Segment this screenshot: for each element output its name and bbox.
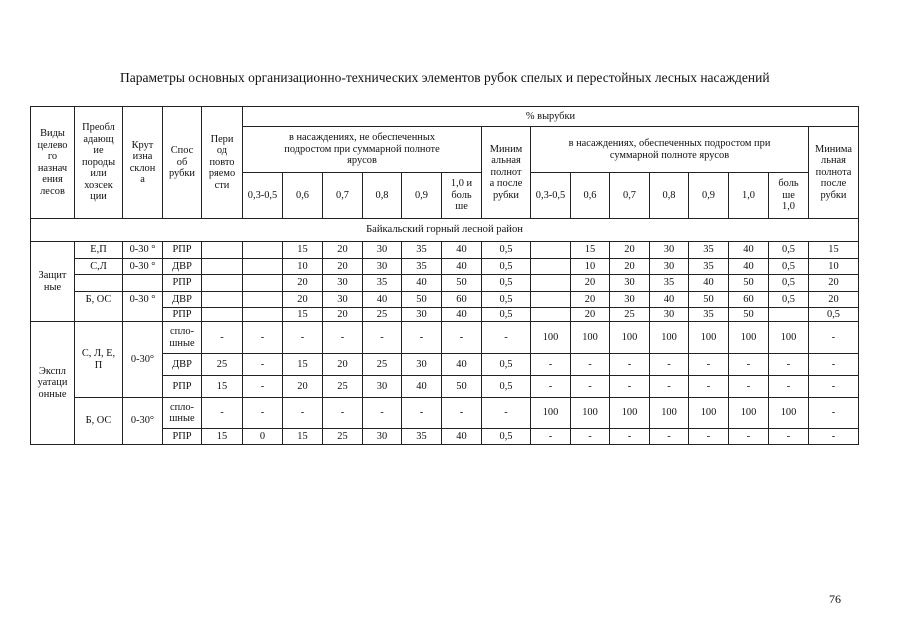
value-cell: 15 [283,308,323,322]
value-cell: 100 [571,398,610,429]
value-cell: 100 [531,322,571,354]
value-cell: - [482,398,531,429]
value-cell: 30 [363,242,402,259]
value-cell: - [323,322,363,354]
value-cell: 0,5 [809,308,859,322]
value-cell: - [610,376,650,398]
value-cell: 15 [571,242,610,259]
value-cell: 20 [323,259,363,275]
value-cell: - [531,354,571,376]
value-cell: 50 [402,292,442,308]
value-cell: - [729,354,769,376]
species-cell: С,Л [75,259,123,275]
value-cell: 0,5 [769,259,809,275]
value-cell: 40 [650,292,689,308]
value-cell: - [283,398,323,429]
value-cell: - [650,376,689,398]
value-cell: 20 [610,259,650,275]
value-cell: 30 [402,308,442,322]
value-cell: 25 [610,308,650,322]
header-without-undergrowth: в насаждениях, не обеспеченных подростом при суммарной полноте ярусов [243,127,482,173]
value-cell: 0,5 [482,429,531,445]
value-cell: 40 [689,275,729,292]
subheader-density: 0,7 [323,173,363,219]
value-cell: 40 [442,308,482,322]
value-cell: - [482,322,531,354]
value-cell: - [689,429,729,445]
value-cell: - [531,376,571,398]
period-cell [202,275,243,292]
value-cell: 30 [610,292,650,308]
value-cell: 0,5 [482,275,531,292]
value-cell: 30 [402,354,442,376]
value-cell: - [571,429,610,445]
value-cell: 15 [283,429,323,445]
value-cell: 100 [610,398,650,429]
value-cell: 50 [729,275,769,292]
value-cell: 20 [323,308,363,322]
value-cell: 15 [809,242,859,259]
value-cell: 30 [363,259,402,275]
value-cell: 100 [610,322,650,354]
value-cell [243,259,283,275]
value-cell: - [650,354,689,376]
value-cell: - [809,376,859,398]
value-cell: - [402,398,442,429]
value-cell: - [243,376,283,398]
header-with-undergrowth: в насаждениях, обеспеченных подростом при суммарной полноте ярусов [531,127,809,173]
value-cell [531,275,571,292]
subheader-density: 0,8 [650,173,689,219]
value-cell: 20 [283,275,323,292]
value-cell: - [610,354,650,376]
period-cell [202,259,243,275]
subheader-density: 0,8 [363,173,402,219]
value-cell: 50 [689,292,729,308]
value-cell: 100 [689,322,729,354]
value-cell: 15 [283,242,323,259]
species-cell: Б, ОС [75,292,123,322]
method-cell: ДВР [163,259,202,275]
table-row [31,292,859,308]
method-cell: ДВР [163,354,202,376]
value-cell: 0,5 [769,275,809,292]
method-cell: РПР [163,308,202,322]
value-cell: 100 [689,398,729,429]
value-cell: 50 [729,308,769,322]
value-cell: 0,5 [482,242,531,259]
method-cell: РПР [163,275,202,292]
method-cell: РПР [163,429,202,445]
value-cell: 20 [323,242,363,259]
value-cell: - [243,354,283,376]
value-cell: 20 [610,242,650,259]
value-cell: 20 [571,275,610,292]
subheader-density: 1,0 [729,173,769,219]
value-cell: 25 [363,354,402,376]
value-cell [769,308,809,322]
table-row [31,275,859,292]
value-cell: 40 [442,259,482,275]
value-cell [531,308,571,322]
method-cell: РПР [163,376,202,398]
value-cell: - [363,322,402,354]
value-cell: 20 [571,308,610,322]
value-cell: 30 [610,275,650,292]
value-cell: 40 [442,354,482,376]
value-cell: 100 [571,322,610,354]
period-cell: 15 [202,429,243,445]
subheader-density: 0,3-0,5 [243,173,283,219]
value-cell: 30 [323,275,363,292]
table-row [31,398,859,429]
value-cell: - [689,376,729,398]
purpose-protective: Защит ные [31,242,75,322]
region-row: Байкальский горный лесной район [31,219,859,242]
value-cell: 40 [442,429,482,445]
method-cell: РПР [163,242,202,259]
subheader-density: 0,9 [689,173,729,219]
value-cell [243,292,283,308]
method-cell: ДВР [163,292,202,308]
value-cell [531,292,571,308]
value-cell: 35 [689,259,729,275]
value-cell: - [809,354,859,376]
period-cell [202,292,243,308]
value-cell: 35 [402,259,442,275]
value-cell [531,259,571,275]
value-cell: - [243,398,283,429]
page-number: 76 [829,592,841,606]
value-cell: 0,5 [482,308,531,322]
value-cell: 35 [402,429,442,445]
value-cell: 100 [769,322,809,354]
header-min-density-2: Минима льная полнота после рубки [809,127,859,219]
value-cell: 15 [283,354,323,376]
value-cell: - [323,398,363,429]
value-cell: - [402,322,442,354]
value-cell: 30 [363,429,402,445]
value-cell: - [769,376,809,398]
slope-cell: 0-30 ° [123,292,163,322]
value-cell: 50 [442,376,482,398]
period-cell: 25 [202,354,243,376]
value-cell: 0,5 [482,292,531,308]
value-cell: - [531,429,571,445]
value-cell: - [243,322,283,354]
value-cell: - [363,398,402,429]
header-slope: Крут изна склон а [123,107,163,219]
table-row [31,322,859,354]
table-row [31,242,859,259]
subheader-density: 0,6 [283,173,323,219]
value-cell: 20 [809,292,859,308]
value-cell: 35 [650,275,689,292]
value-cell: - [442,322,482,354]
value-cell: 40 [402,275,442,292]
species-cell: Б, ОС [75,398,123,445]
value-cell: - [729,376,769,398]
value-cell: 35 [402,242,442,259]
value-cell: 0,5 [769,242,809,259]
species-cell [75,275,123,292]
table-row [31,259,859,275]
slope-cell: 0-30° [123,398,163,445]
value-cell: - [571,376,610,398]
value-cell: - [769,429,809,445]
value-cell: 40 [729,242,769,259]
value-cell: 30 [363,376,402,398]
value-cell: 30 [650,259,689,275]
value-cell: 40 [729,259,769,275]
slope-cell: 0-30 ° [123,259,163,275]
value-cell: 100 [531,398,571,429]
value-cell: - [283,322,323,354]
value-cell: 60 [729,292,769,308]
header-method: Спос об рубки [163,107,202,219]
header-percent-felling: % вырубки [243,107,859,127]
value-cell: - [769,354,809,376]
value-cell: 10 [571,259,610,275]
species-cell: Е,П [75,242,123,259]
method-cell: спло- шные [163,398,202,429]
value-cell: 20 [809,275,859,292]
value-cell: 0,5 [482,259,531,275]
value-cell: 25 [363,308,402,322]
value-cell: 20 [283,292,323,308]
slope-cell: 0-30 ° [123,242,163,259]
value-cell: - [809,322,859,354]
value-cell: 10 [283,259,323,275]
period-cell [202,242,243,259]
value-cell: 20 [571,292,610,308]
value-cell: 35 [689,242,729,259]
value-cell: - [809,398,859,429]
value-cell [243,242,283,259]
value-cell: 30 [650,242,689,259]
species-cell: С, Л, Е, П [75,322,123,398]
value-cell: 0,5 [482,376,531,398]
header-period: Пери од повто ряемо сти [202,107,243,219]
header-species: Преобл адающ ие породы или хозсек ции [75,107,123,219]
value-cell: 100 [769,398,809,429]
felling-parameters-table [30,106,859,445]
value-cell: - [571,354,610,376]
value-cell: - [729,429,769,445]
value-cell: 0,5 [769,292,809,308]
slope-cell [123,275,163,292]
subheader-density: боль ше 1,0 [769,173,809,219]
value-cell: 30 [323,292,363,308]
value-cell: 60 [442,292,482,308]
period-cell [202,308,243,322]
subheader-density: 0,6 [571,173,610,219]
value-cell: - [689,354,729,376]
value-cell: 35 [363,275,402,292]
value-cell: 10 [809,259,859,275]
value-cell: 0,5 [482,354,531,376]
value-cell: 40 [363,292,402,308]
value-cell: 25 [323,429,363,445]
value-cell: 20 [283,376,323,398]
subheader-density: 0,3-0,5 [531,173,571,219]
value-cell: 35 [689,308,729,322]
method-cell: спло- шные [163,322,202,354]
value-cell: 20 [323,354,363,376]
value-cell: 25 [323,376,363,398]
value-cell: 40 [402,376,442,398]
subheader-density: 1,0 и боль ше [442,173,482,219]
value-cell: 100 [729,322,769,354]
value-cell: - [442,398,482,429]
period-cell: 15 [202,376,243,398]
value-cell: - [610,429,650,445]
value-cell: 0 [243,429,283,445]
value-cell [243,308,283,322]
subheader-density: 0,9 [402,173,442,219]
value-cell: 100 [729,398,769,429]
period-cell: - [202,398,243,429]
header-min-density-1: Миним альная полнот а после рубки [482,127,531,219]
document-title: Параметры основных организационно-технических элементов рубок спелых и перестойных лесных насаждений [120,70,770,85]
value-cell: - [650,429,689,445]
value-cell: - [809,429,859,445]
value-cell: 40 [442,242,482,259]
purpose-exploitation: Экспл уатаци онные [31,322,75,445]
period-cell: - [202,322,243,354]
header-purpose: Виды целево го назнач ения лесов [31,107,75,219]
value-cell: 100 [650,398,689,429]
value-cell: 100 [650,322,689,354]
slope-cell: 0-30° [123,322,163,398]
value-cell: 50 [442,275,482,292]
value-cell [243,275,283,292]
value-cell: 30 [650,308,689,322]
value-cell [531,242,571,259]
subheader-density: 0,7 [610,173,650,219]
